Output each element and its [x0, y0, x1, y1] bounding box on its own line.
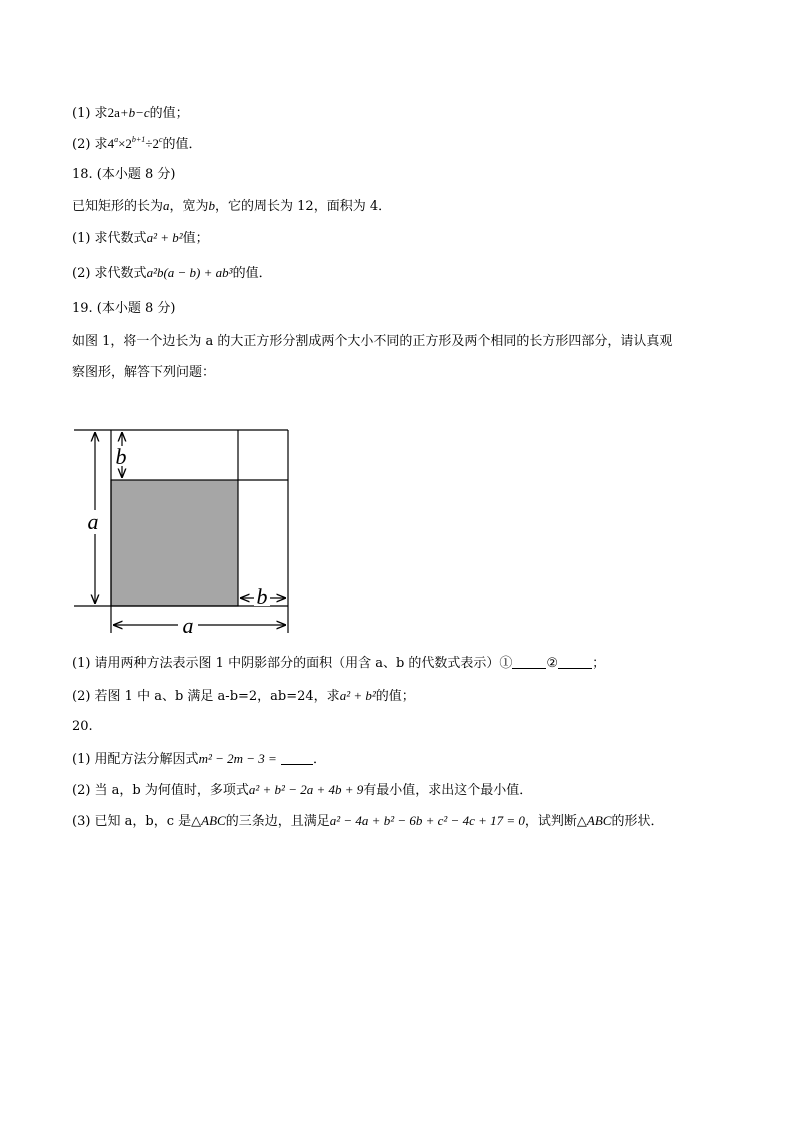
a-vertical-label: a — [87, 509, 99, 534]
q17-part2-suffix: 的值． — [162, 137, 202, 152]
q18-part2 — [72, 264, 272, 283]
q19-part2-expr: a² + b² — [339, 688, 376, 703]
q19-blank-1[interactable] — [512, 656, 546, 669]
q20-part1 — [72, 750, 326, 769]
q18-stem-b: ，宽为 — [169, 199, 209, 214]
square-diagram — [60, 418, 300, 640]
q17-part1-expr-b: +b−c — [119, 105, 150, 120]
q18-part1-suffix: 值； — [182, 231, 209, 246]
b-horizontal-label: b — [256, 584, 268, 609]
q19-stem-line2: 察图形，解答下列问题： — [72, 365, 216, 380]
b-vertical-label: b — [115, 444, 127, 469]
q18-part1-expr: a² + b² — [146, 230, 183, 245]
q17-part2-prefix: (2) 求 — [72, 137, 108, 152]
q18-heading: 18. (本小题 8 分) — [72, 167, 176, 182]
q20-part3-suffix: 的形状． — [611, 814, 664, 829]
q20-part1-suffix: ． — [312, 752, 326, 767]
q18-var-b: b — [208, 198, 216, 213]
q18-part2-prefix: (2) 求代数式 — [72, 266, 147, 281]
q17-part1 — [72, 104, 189, 123]
q17-part1-suffix: 的值； — [149, 106, 189, 121]
q18-part2-expr: a²b(a − b) + ab³ — [146, 265, 233, 280]
q20-part2 — [72, 781, 532, 800]
q20-part3 — [72, 812, 663, 831]
q17-part2-times: ×2 — [118, 136, 132, 151]
q17-part1-prefix: (1) 求 — [72, 106, 108, 121]
q19-part1-end: ； — [592, 656, 606, 671]
q20-part2-prefix: (2) 当 a，b 为何值时，多项式 — [72, 783, 249, 798]
q18-part1-prefix: (1) 求代数式 — [72, 231, 147, 246]
q18-part1 — [72, 229, 209, 248]
q18-stem-c: ，它的周长为 12，面积为 4． — [215, 199, 392, 214]
q20-part2-expr: a² + b² − 2a + 4b + 9 — [248, 782, 364, 797]
q17-part2-exp2: b+1 — [131, 135, 146, 144]
q17-part2-exp3: c — [158, 135, 163, 144]
q18-part2-suffix: 的值． — [232, 266, 272, 281]
q20-heading: 20. — [72, 719, 93, 734]
q18-stem — [72, 197, 391, 216]
q20-part1-expr: m² − 2m − 3 = — [198, 751, 277, 766]
q17-part2-exp1: a — [114, 135, 119, 144]
q20-blank[interactable] — [281, 752, 313, 765]
q18-stem-a: 已知矩形的长为 — [72, 199, 164, 214]
q17-part2-div: ÷2 — [145, 136, 159, 151]
q19-part1-mid: ② — [546, 656, 559, 671]
q20-part2-suffix: 有最小值，求出这个最小值． — [363, 783, 533, 798]
q19-part1-text: (1) 请用两种方法表示图 1 中阴影部分的面积（用含 a、b 的代数式表示）① — [72, 656, 513, 671]
q20-part3-mid2: ，试判断 — [524, 814, 577, 829]
shaded-square — [111, 480, 238, 606]
q20-part1-prefix: (1) 用配方法分解因式 — [72, 752, 199, 767]
q17-part2-base1: 4 — [107, 136, 115, 151]
q19-blank-2[interactable] — [558, 656, 592, 669]
a-horizontal-label: a — [182, 613, 194, 638]
q18-var-a: a — [163, 198, 170, 213]
q19-part2-suffix: 的值； — [375, 689, 415, 704]
q19-part2 — [72, 687, 415, 706]
q20-part3-prefix: (3) 已知 a，b，c 是 — [72, 814, 192, 829]
q20-part3-expr: a² − 4a + b² − 6b + c² − 4c + 17 = 0 — [329, 813, 525, 828]
q20-part3-mid: 的三条边，且满足 — [225, 814, 330, 829]
q19-part1 — [72, 655, 605, 673]
q19-stem-line1: 如图 1，将一个边长为 a 的大正方形分割成两个大小不同的正方形及两个相同的长方形四部分，请认真观 — [72, 334, 673, 349]
q20-part3-tri1: △ABC — [191, 813, 226, 828]
q17-part2 — [72, 135, 202, 154]
q19-heading: 19. (本小题 8 分) — [72, 301, 176, 316]
q20-part3-tri2: △ABC — [576, 813, 612, 828]
q17-part1-expr-a: 2a — [107, 105, 120, 120]
q19-part2-prefix: (2) 若图 1 中 a、b 满足 a-b=2，ab=24，求 — [72, 689, 340, 704]
